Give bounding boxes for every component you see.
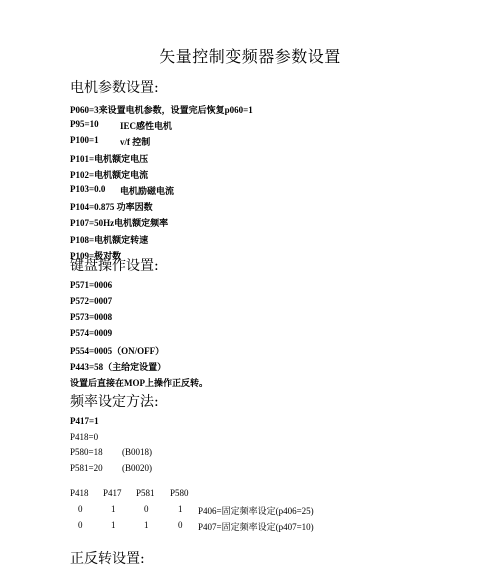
freq-param-line: P581=20 xyxy=(70,462,103,473)
motor-param-line: P101=电机额定电压 xyxy=(70,153,149,164)
motor-param-line: P107=50Hz电机额定频率 xyxy=(70,218,169,229)
freq-param-line: P417=1 xyxy=(70,416,99,426)
keypad-param-line: P571=0006 xyxy=(70,280,113,290)
table-header-cell: P418 xyxy=(70,488,89,498)
table-header-cell: P417 xyxy=(103,488,122,498)
motor-param-line: P95=10 xyxy=(70,119,99,130)
keypad-param-line: P572=0007 xyxy=(70,296,113,306)
table-cell: P407=固定频率设定(p407=10) xyxy=(198,522,314,532)
table-header-cell: P581 xyxy=(136,488,155,498)
motor-param-desc: v/f 控制 xyxy=(120,137,151,148)
motor-param-line: P103=0.0 xyxy=(70,184,106,194)
keypad-param-line: P443=58（主给定设置） xyxy=(70,362,167,372)
table-cell: 0 xyxy=(78,520,83,530)
motor-param-line: P102=电机额定电流 xyxy=(70,169,149,180)
motor-param-line: P104=0.875 功率因数 xyxy=(70,202,153,213)
freq-param-note: (B0018) xyxy=(122,447,152,457)
motor-param-desc: 电机励磁电流 xyxy=(120,186,175,196)
table-cell: 1 xyxy=(144,520,149,530)
freq-param-line: P418=0 xyxy=(70,431,99,442)
motor-param-line: P108=电机额定转速 xyxy=(70,234,149,245)
frequency-truth-table xyxy=(70,488,490,536)
table-cell: 1 xyxy=(178,504,183,514)
keypad-param-line: P554=0005（ON/OFF） xyxy=(70,346,165,356)
table-row xyxy=(70,504,490,520)
table-header-cell: P580 xyxy=(170,488,189,498)
motor-param-line: P109=极对数 xyxy=(70,250,122,261)
table-cell: 0 xyxy=(78,504,83,514)
freq-param-line: P580=18 xyxy=(70,447,103,457)
table-row xyxy=(70,520,490,536)
keypad-param-line: P574=0009 xyxy=(70,328,113,338)
table-cell: P406=固定频率设定(p406=25) xyxy=(198,506,314,516)
keypad-param-line: P573=0008 xyxy=(70,312,113,322)
motor-param-desc: IEC感性电机 xyxy=(120,121,173,132)
table-cell: 1 xyxy=(111,520,116,530)
table-cell: 1 xyxy=(111,504,116,514)
page-title: 矢量控制变频器参数设置 xyxy=(159,47,341,66)
table-cell: 0 xyxy=(144,504,149,514)
frequency-heading: 频率设定方法: xyxy=(70,394,159,410)
freq-param-note: (B0020) xyxy=(122,462,152,473)
motor-param-line: P100=1 xyxy=(70,135,99,146)
motor-param-line: P060=3来设置电机参数，设置完后恢复p060=1 xyxy=(70,105,253,115)
keypad-param-line: 设置后直接在MOP上操作正反转。 xyxy=(70,378,208,388)
table-header-row xyxy=(70,488,490,504)
motor-heading: 电机参数设置: xyxy=(70,80,159,96)
table-cell: 0 xyxy=(178,520,183,530)
direction-heading: 正反转设置: xyxy=(70,551,145,567)
keypad-heading: 键盘操作设置: xyxy=(70,258,159,274)
